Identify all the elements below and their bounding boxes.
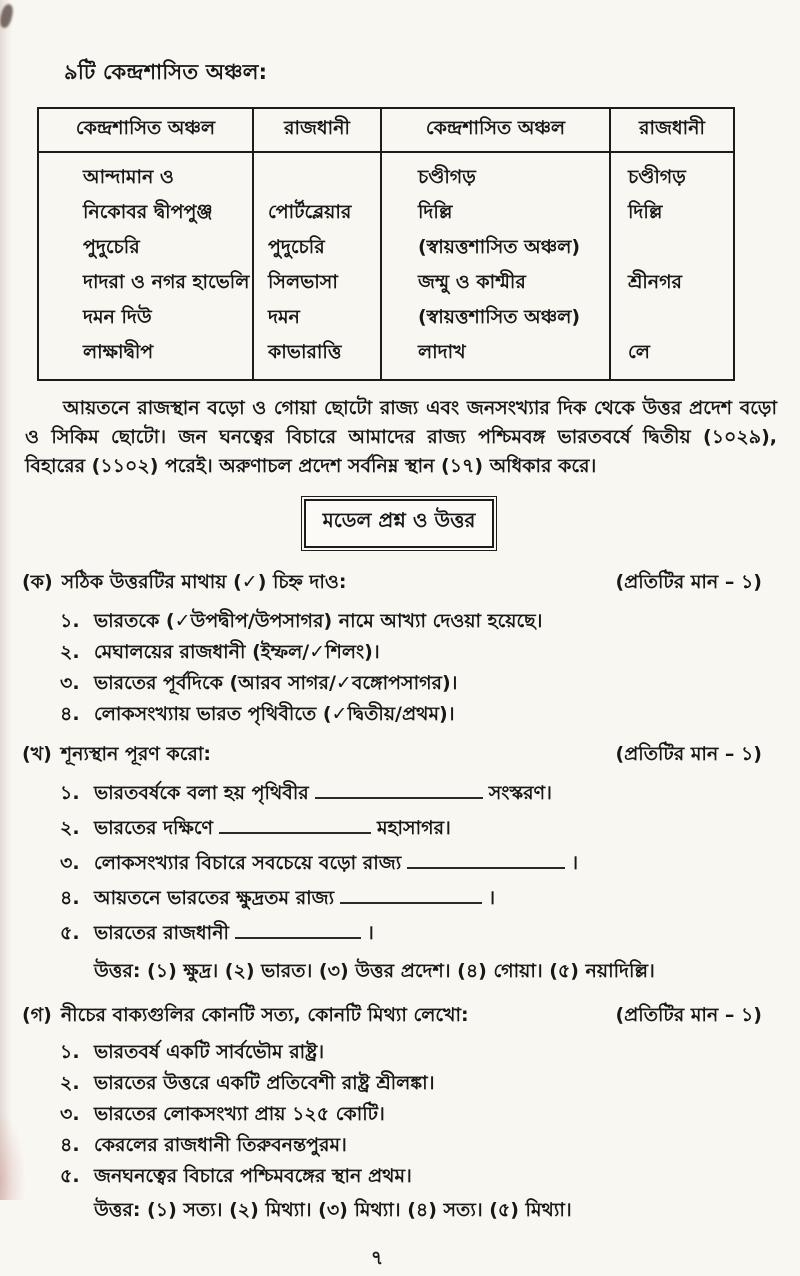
section-ka <box>22 568 776 726</box>
question-item <box>60 703 776 726</box>
table-cell-line <box>254 160 380 195</box>
table-cell-line: (স্বায়ত্তশাসিত অঞ্চল) <box>418 306 581 328</box>
table-cell-line: লে <box>628 341 650 363</box>
table-cell-line: লাক্ষাদ্বীপ <box>83 341 154 363</box>
table-cell-line: পুদুচেরি <box>268 236 325 258</box>
table-header-row <box>38 108 734 152</box>
table-cell-line: পুদুচেরি <box>83 236 140 258</box>
capital-cell-left <box>253 152 381 380</box>
table-cell-line: নিকোবর দ্বীপপুঞ্জ <box>83 201 213 223</box>
model-qa-box-title: মডেল প্রশ্ন ও উত্তর <box>304 499 495 548</box>
fill-blank-line <box>407 853 565 869</box>
question-item <box>60 1165 776 1188</box>
column-header: রাজধানী <box>253 108 381 152</box>
item-text: ভারতের পূর্বদিকে (আরব সাগর/✓বঙ্গোপসাগর)। <box>94 672 458 694</box>
question-item <box>60 1134 776 1157</box>
column-header: কেন্দ্রশাসিত অঞ্চল <box>38 108 253 152</box>
item-text: কেরলের রাজধানী তিরুবনন্তপুরম। <box>94 1134 347 1156</box>
item-number: ৩. <box>60 1103 80 1125</box>
table-cell-line: দিল্লি <box>418 201 453 223</box>
item-text: লোকসংখ্যার বিচারে সবচেয়ে বড়ো রাজ্য । <box>94 852 579 874</box>
fill-blank-line <box>235 923 361 939</box>
item-text: ভারতের লোকসংখ্যা প্রায় ১২৫ কোটি। <box>94 1103 385 1125</box>
table-cell-line: জম্মু ও কাশ্মীর <box>418 271 526 293</box>
marks-note: (প্রতিটির মান – ১) <box>615 571 762 593</box>
table-cell-line: কাভারাত্তি <box>268 341 342 363</box>
item-text: ভারতের উত্তরে একটি প্রতিবেশী রাষ্ট্র শ্রীলঙ্কা। <box>94 1072 435 1094</box>
item-number: ১. <box>60 1041 80 1063</box>
page-number: ৭ <box>370 1247 384 1269</box>
fill-blank-line <box>219 818 371 834</box>
table-body-row <box>38 152 734 380</box>
item-number: ৩. <box>60 672 80 694</box>
question-item <box>60 782 776 805</box>
question-item <box>60 1041 776 1064</box>
table-cell-line: চণ্ডীগড় <box>628 166 686 188</box>
table-cell-line: আন্দামান ও <box>83 166 174 188</box>
question-item <box>60 887 776 910</box>
item-number: ২. <box>60 817 80 839</box>
fill-blank-line <box>315 783 483 799</box>
answer-line: উত্তর: (১) সত্য। (২) মিথ্যা। (৩) মিথ্যা। (৪) সত্য। (৫) মিথ্যা। <box>94 1199 572 1221</box>
item-text: ভারতবর্ষ একটি সার্বভৌম রাষ্ট্র। <box>94 1041 325 1063</box>
question-item <box>60 852 776 875</box>
table-cell-line: দিল্লি <box>628 201 663 223</box>
section-ga <box>22 1001 776 1228</box>
item-number: ২. <box>60 1072 80 1094</box>
item-number: ১. <box>60 782 80 804</box>
section-label: (খ) <box>22 743 52 765</box>
item-text: ভারতকে (✓উপদ্বীপ/উপসাগর) নামে আখ্যা দেওয়া হয়েছে। <box>94 610 543 632</box>
question-item <box>60 922 776 945</box>
table-cell-line: দাদরা ও নগর হাভেলি <box>83 271 250 293</box>
marks-note: (প্রতিটির মান – ১) <box>615 743 762 765</box>
section-title: শূন্যস্থান পূরণ করো: <box>60 743 211 765</box>
section-title: নীচের বাক্যগুলির কোনটি সত্য, কোনটি মিথ্যা লেখো: <box>60 1004 469 1026</box>
table-cell-line: লাদাখ <box>418 341 466 363</box>
question-item <box>60 641 776 664</box>
answer-line: উত্তর: (১) ক্ষুদ্র। (২) ভারত। (৩) উত্তর প্রদেশ। (৪) গোয়া। (৫) নয়াদিল্লি। <box>94 960 655 982</box>
table-cell-line: চণ্ডীগড় <box>418 166 476 188</box>
section-kha <box>22 740 776 989</box>
question-item <box>60 817 776 840</box>
page-heading: ৯টি কেন্দ্রশাসিত অঞ্চল: <box>64 60 268 84</box>
item-number: ৩. <box>60 852 80 874</box>
table-cell-line: সিলভাসা <box>268 271 338 293</box>
item-text: মেঘালয়ের রাজধানী (ইম্ফল/✓শিলং)। <box>94 641 380 663</box>
table-cell-line: শ্রীনগর <box>628 271 683 293</box>
table-cell-line: দমন দিউ <box>83 306 152 328</box>
question-item <box>60 1072 776 1095</box>
item-number: ২. <box>60 641 80 663</box>
item-text: লোকসংখ্যায় ভারত পৃথিবীতে (✓দ্বিতীয়/প্রথম)। <box>94 703 455 725</box>
item-number: ৫. <box>60 1165 80 1187</box>
item-text: ভারতবর্ষকে বলা হয় পৃথিবীর সংস্করণ। <box>94 782 552 804</box>
marks-note: (প্রতিটির মান – ১) <box>615 1004 762 1026</box>
fill-blank-line <box>340 888 482 904</box>
item-number: ৪. <box>60 1134 80 1156</box>
question-item <box>60 1103 776 1126</box>
column-header: কেন্দ্রশাসিত অঞ্চল <box>381 108 610 152</box>
item-text: আয়তনে ভারতের ক্ষুদ্রতম রাজ্য । <box>94 887 495 909</box>
question-item <box>60 672 776 695</box>
section-title: সঠিক উত্তরটির মাথায় (✓) চিহ্ন দাও: <box>61 571 347 593</box>
column-header: রাজধানী <box>610 108 734 152</box>
item-number: ৪. <box>60 703 80 725</box>
union-territories-table <box>37 107 735 381</box>
table-cell-line <box>611 300 733 335</box>
item-number: ৫. <box>60 922 80 944</box>
section-label: (গ) <box>22 1004 52 1026</box>
item-text: জনঘনত্বের বিচারে পশ্চিমবঙ্গের স্থান প্রথম। <box>94 1165 412 1187</box>
section-label: (ক) <box>22 571 53 593</box>
item-number: ৪. <box>60 887 80 909</box>
item-text: ভারতের দক্ষিণে মহাসাগর। <box>94 817 451 839</box>
question-item <box>60 610 776 633</box>
item-number: ১. <box>60 610 80 632</box>
capital-cell-right <box>610 152 734 380</box>
table-cell-line: (স্বায়ত্তশাসিত অঞ্চল) <box>418 236 581 258</box>
table-cell-line: পোর্টব্লেয়ার <box>268 201 352 223</box>
territory-cell-left <box>38 152 253 380</box>
table-cell-line <box>611 230 733 265</box>
item-text: ভারতের রাজধানী । <box>94 922 374 944</box>
intro-paragraph: আয়তনে রাজস্থান বড়ো ও গোয়া ছোটো রাজ্য এবং জনসংখ্যার দিক থেকে উত্তর প্রদেশ বড়ো ও সিকিম ছোটো। জন ঘনত্বের বিচারে আমাদের রাজ্য পশ্চিমবঙ্গ ভারতবর্ষে দ্বিতীয় (১০২৯), বিহারের (১১০২) পরেই। অরুণাচল প্রদেশ সর্বনিম্ন স্থান (১৭) অধিকার করে। <box>25 397 777 477</box>
table-cell-line: দমন <box>268 306 300 328</box>
territory-cell-right <box>381 152 610 380</box>
